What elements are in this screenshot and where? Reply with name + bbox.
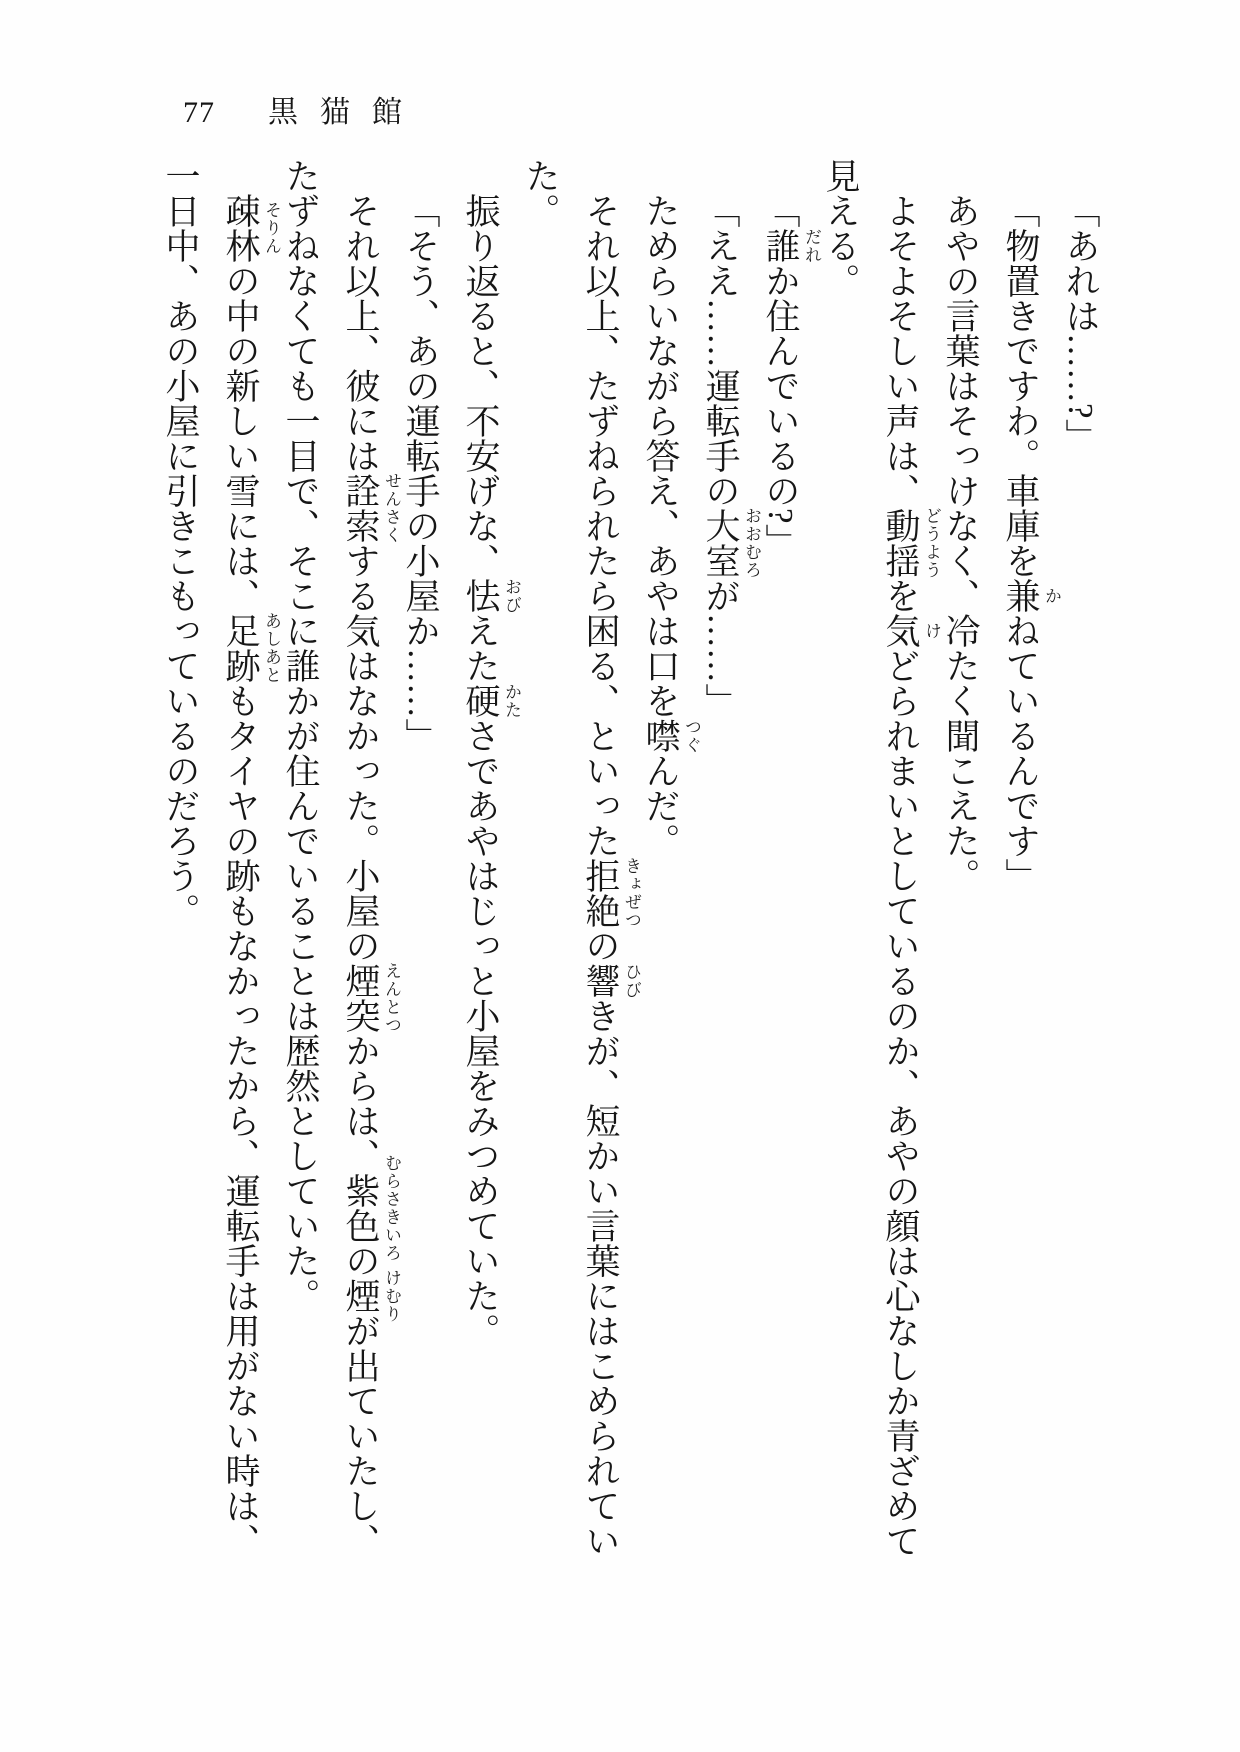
ruby-annotated-word: 疎林 そりん <box>221 193 281 263</box>
paragraph: 「そう、あの運転手の小屋か……」 <box>401 193 440 753</box>
furigana: つぐ <box>682 717 701 754</box>
ruby-annotated-word: 拒絶 きょぜつ <box>581 857 641 929</box>
furigana: ひび <box>622 962 641 999</box>
furigana: そりん <box>262 201 281 255</box>
ruby-annotated-word: 誰 だれ <box>761 227 821 264</box>
text-area <box>130 158 1110 1570</box>
paragraph: 振り返ると、不安げな、怯 おび えた硬 かた さであやはじっと小屋をみつめていた。 <box>461 193 521 1348</box>
furigana: けむり <box>382 1268 401 1323</box>
paragraph: それ以上、たずねられたら困る、といった拒絶 きょぜつ の響 ひび きが、短かい言葉にはこめられていた。 <box>521 158 641 1558</box>
ruby-annotated-word: 大室 おおむろ <box>701 507 761 579</box>
ruby-annotated-word: 足跡 あしあと <box>221 612 281 684</box>
paragraph: 「ええ……運転手の大室 おおむろ が……」 <box>701 193 761 718</box>
ruby-annotated-word: 怯 おび <box>461 577 521 614</box>
ruby-annotated-word: 煙突 えんとつ <box>341 962 401 1034</box>
furigana: かた <box>502 682 521 719</box>
running-title: 黒猫館 <box>268 96 424 129</box>
paragraph: 「物置きですわ。車庫を兼 か ねているんです」 <box>1001 193 1061 893</box>
ruby-annotated-word: 響 ひび <box>581 962 641 999</box>
furigana: け <box>922 621 941 640</box>
ruby-annotated-word: 動揺 どうよう <box>881 507 941 579</box>
ruby-annotated-word: 硬 かた <box>461 682 521 719</box>
page-number: 77 <box>183 96 215 129</box>
furigana: おおむろ <box>742 507 761 579</box>
paragraph: あやの言葉はそっけなく、冷たく聞こえた。 <box>941 193 980 893</box>
furigana: せんさく <box>382 472 401 544</box>
ruby-annotated-word: 紫色 むらさきいろ <box>341 1154 401 1262</box>
paragraph: 「誰 だれ か住んでいるの?」 <box>761 193 821 559</box>
paragraph: 「あれは……?」 <box>1061 193 1100 454</box>
ruby-annotated-word: 噤 つぐ <box>641 717 701 754</box>
furigana: あしあと <box>262 612 281 684</box>
page-header <box>183 97 424 129</box>
furigana: おび <box>502 577 521 614</box>
furigana: えんとつ <box>382 962 401 1034</box>
paragraph: 疎林 そりん の中の新しい雪には、足跡 あしあと もタイヤの跡もなかったから、運転手は用がない時は、一日中、あの小屋に引きこもっているのだろう。 <box>161 158 281 1558</box>
ruby-annotated-word: 気 け <box>881 613 941 648</box>
furigana: どうよう <box>922 507 941 579</box>
paragraph: よそよそしい声は、動揺 どうよう を気 け どられまいとしているのか、あやの顔は心なしか青ざめて見える。 <box>821 158 941 1558</box>
ruby-annotated-word: 兼 か <box>1001 578 1061 613</box>
paragraph: それ以上、彼には詮索 せんさく する気はなかった。小屋の煙突 えんとつ からは、紫色 むらさきいろ の煙 けむり が出ていたし、たずねなくても一目で、そこに誰かが住んでいることは歴然としていた。 <box>281 158 401 1558</box>
ruby-annotated-word: 煙 けむり <box>341 1268 401 1323</box>
furigana: きょぜつ <box>622 857 641 929</box>
ruby-annotated-word: 詮索 せんさく <box>341 472 401 544</box>
furigana: むらさきいろ <box>382 1154 401 1262</box>
furigana: か <box>1042 586 1061 605</box>
paragraph: ためらいながら答え、あやは口を噤 つぐ んだ。 <box>641 193 701 858</box>
furigana: だれ <box>802 227 821 264</box>
